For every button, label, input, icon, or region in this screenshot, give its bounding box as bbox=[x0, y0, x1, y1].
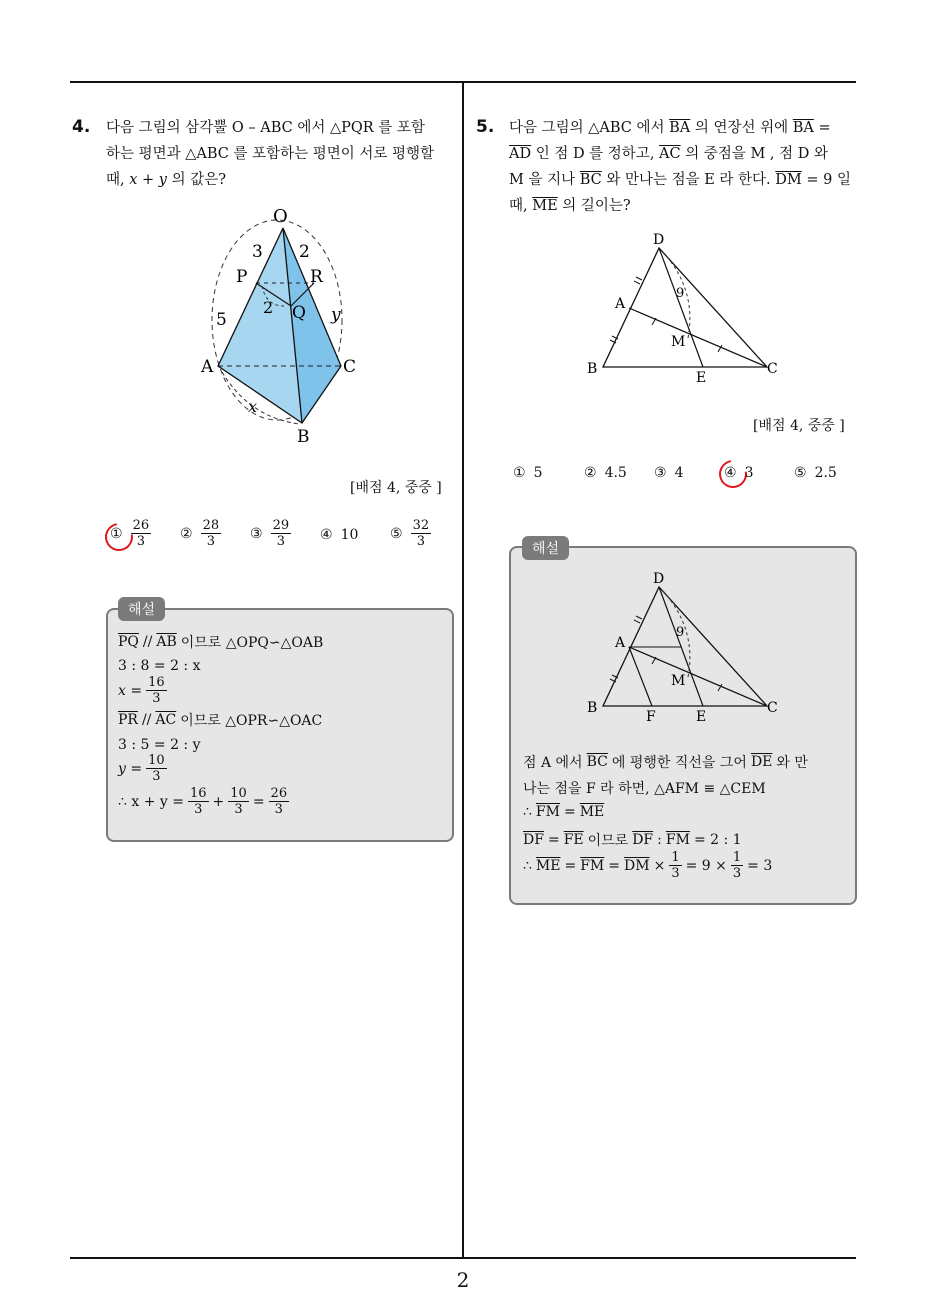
q4-choice-3[interactable]: ③ $\frac{29}{3}$ bbox=[250, 518, 290, 549]
fig5s-label-C: C bbox=[767, 700, 778, 716]
q4-sol-line4: $\overline{PR}$ // $\overline{AC}$ 이므로 △OPR∽△OAC bbox=[118, 712, 323, 729]
q5-line2: $\overline{AD}$ 인 점 D 를 정하고, $\overline{AC}$ 의 중점을 M , 점 D 와 bbox=[509, 146, 829, 162]
q5-triangle-figure bbox=[580, 228, 790, 388]
q5-choice-5[interactable]: ⑤ 2.5 bbox=[794, 465, 837, 481]
fig5s-label-B: B bbox=[587, 700, 598, 716]
label-C: C bbox=[343, 357, 357, 377]
q4-sol-line3: x = $\frac{16}{3}$ bbox=[118, 675, 165, 706]
q4-solution-tag: 해설 bbox=[118, 597, 165, 621]
q5-choice-1[interactable]: ① 5 bbox=[513, 465, 543, 481]
q5-choice-4[interactable]: ④ 3 bbox=[724, 465, 754, 481]
q4-choice-1[interactable]: ① $\frac{26}{3}$ bbox=[110, 518, 150, 549]
q5-sol-line2: 나는 점을 F 라 하면, △AFM ≡ △CEM bbox=[523, 781, 766, 797]
q5-solution-tag: 해설 bbox=[522, 536, 569, 560]
q4-line1: 다음 그림의 삼각뿔 O – ABC 에서 △PQR 를 포함 bbox=[106, 120, 425, 136]
q5-line4: 때, $\overline{ME}$ 의 길이는? bbox=[509, 198, 631, 214]
fig5s-label-D: D bbox=[653, 571, 665, 587]
q4-sol-line2: 3 : 8 = 2 : x bbox=[118, 658, 201, 674]
label-2-top: 2 bbox=[299, 242, 310, 262]
fig5-label-A: A bbox=[615, 296, 626, 312]
fig5s-label-M: M bbox=[671, 673, 686, 689]
column-divider bbox=[462, 82, 464, 1259]
q4-choice-4[interactable]: ④ 10 bbox=[320, 527, 359, 543]
fig5-label-B: B bbox=[587, 361, 598, 377]
label-y: y bbox=[331, 305, 341, 325]
q5-line1: 다음 그림의 △ABC 에서 $\overline{BA}$ 의 연장선 위에 $\overline{BA}$ = bbox=[509, 120, 831, 136]
label-3: 3 bbox=[252, 242, 263, 262]
q5-score: [배점 4, 중중 ] bbox=[753, 418, 845, 434]
q4-question-text bbox=[106, 115, 458, 193]
q5-number: 5. bbox=[476, 117, 495, 137]
label-O: O bbox=[273, 206, 288, 227]
fig5-label-E: E bbox=[696, 370, 707, 386]
q4-number: 4. bbox=[72, 117, 91, 137]
page-number: 2 bbox=[456, 1268, 470, 1292]
fig5-label-9: 9 bbox=[676, 286, 685, 301]
label-B: B bbox=[297, 427, 310, 447]
fig5s-label-9: 9 bbox=[676, 625, 685, 640]
q4-choice-2[interactable]: ② $\frac{28}{3}$ bbox=[180, 518, 220, 549]
label-x: x bbox=[248, 397, 258, 416]
label-Q: Q bbox=[292, 303, 306, 323]
q4-sol-line1: $\overline{PQ}$ // $\overline{AB}$ 이므로 △OPQ∽△OAB bbox=[118, 634, 324, 651]
q4-line2: 하는 평면과 △ABC 를 포함하는 평면이 서로 평행할 bbox=[106, 146, 435, 162]
label-2-side: 2 bbox=[263, 298, 274, 317]
fig5-label-D: D bbox=[653, 232, 665, 248]
q5-sol-line4: $\overline{DF}$ = $\overline{FE}$ 이므로 $\overline{DF}$ : $\overline{FM}$ = 2 : 1 bbox=[523, 832, 742, 849]
fig5-label-C: C bbox=[767, 361, 778, 377]
label-5: 5 bbox=[216, 310, 227, 330]
q5-choice-3[interactable]: ③ 4 bbox=[654, 465, 684, 481]
q5-sol-line1: 점 A 에서 $\overline{BC}$ 에 평행한 직선을 그어 $\overline{DE}$ 와 만 bbox=[523, 754, 808, 771]
q5-sol-line3: ∴ $\overline{FM}$ = $\overline{ME}$ bbox=[523, 804, 605, 820]
label-R: R bbox=[310, 267, 323, 287]
q4-score: [배점 4, 중중 ] bbox=[350, 480, 442, 496]
q4-sol-line6: y = $\frac{10}{3}$ bbox=[118, 753, 165, 784]
label-A: A bbox=[201, 357, 214, 377]
q5-line3: M 을 지나 $\overline{BC}$ 와 만나는 점을 E 라 한다. $\overline{DM} = 9$ 일 bbox=[509, 172, 851, 188]
fig5s-label-E: E bbox=[696, 709, 707, 725]
q5-question-text bbox=[509, 115, 859, 219]
fig5s-label-F: F bbox=[646, 709, 656, 725]
fig5-label-M: M bbox=[671, 334, 686, 350]
fig5s-label-A: A bbox=[615, 635, 626, 651]
q4-sol-line7: ∴ x + y = $\frac{16}{3}$ + $\frac{10}{3}$ = $\frac{26}{3}$ bbox=[118, 786, 288, 817]
q4-sol-line5: 3 : 5 = 2 : y bbox=[118, 737, 201, 753]
q4-pyramid-figure bbox=[190, 200, 370, 450]
q5-sol-line5: ∴ $\overline{ME}$ = $\overline{FM}$ = $\overline{DM}$ × $\frac{1}{3}$ = 9 × $\frac{1}{3}$ = 3 bbox=[523, 850, 773, 881]
label-P: P bbox=[236, 267, 248, 287]
q4-choice-5[interactable]: ⑤ $\frac{32}{3}$ bbox=[390, 518, 430, 549]
q5-solution-figure bbox=[580, 568, 790, 728]
q5-choice-2[interactable]: ② 4.5 bbox=[584, 465, 627, 481]
q4-line3: 때, x + y 의 값은? bbox=[106, 172, 226, 188]
